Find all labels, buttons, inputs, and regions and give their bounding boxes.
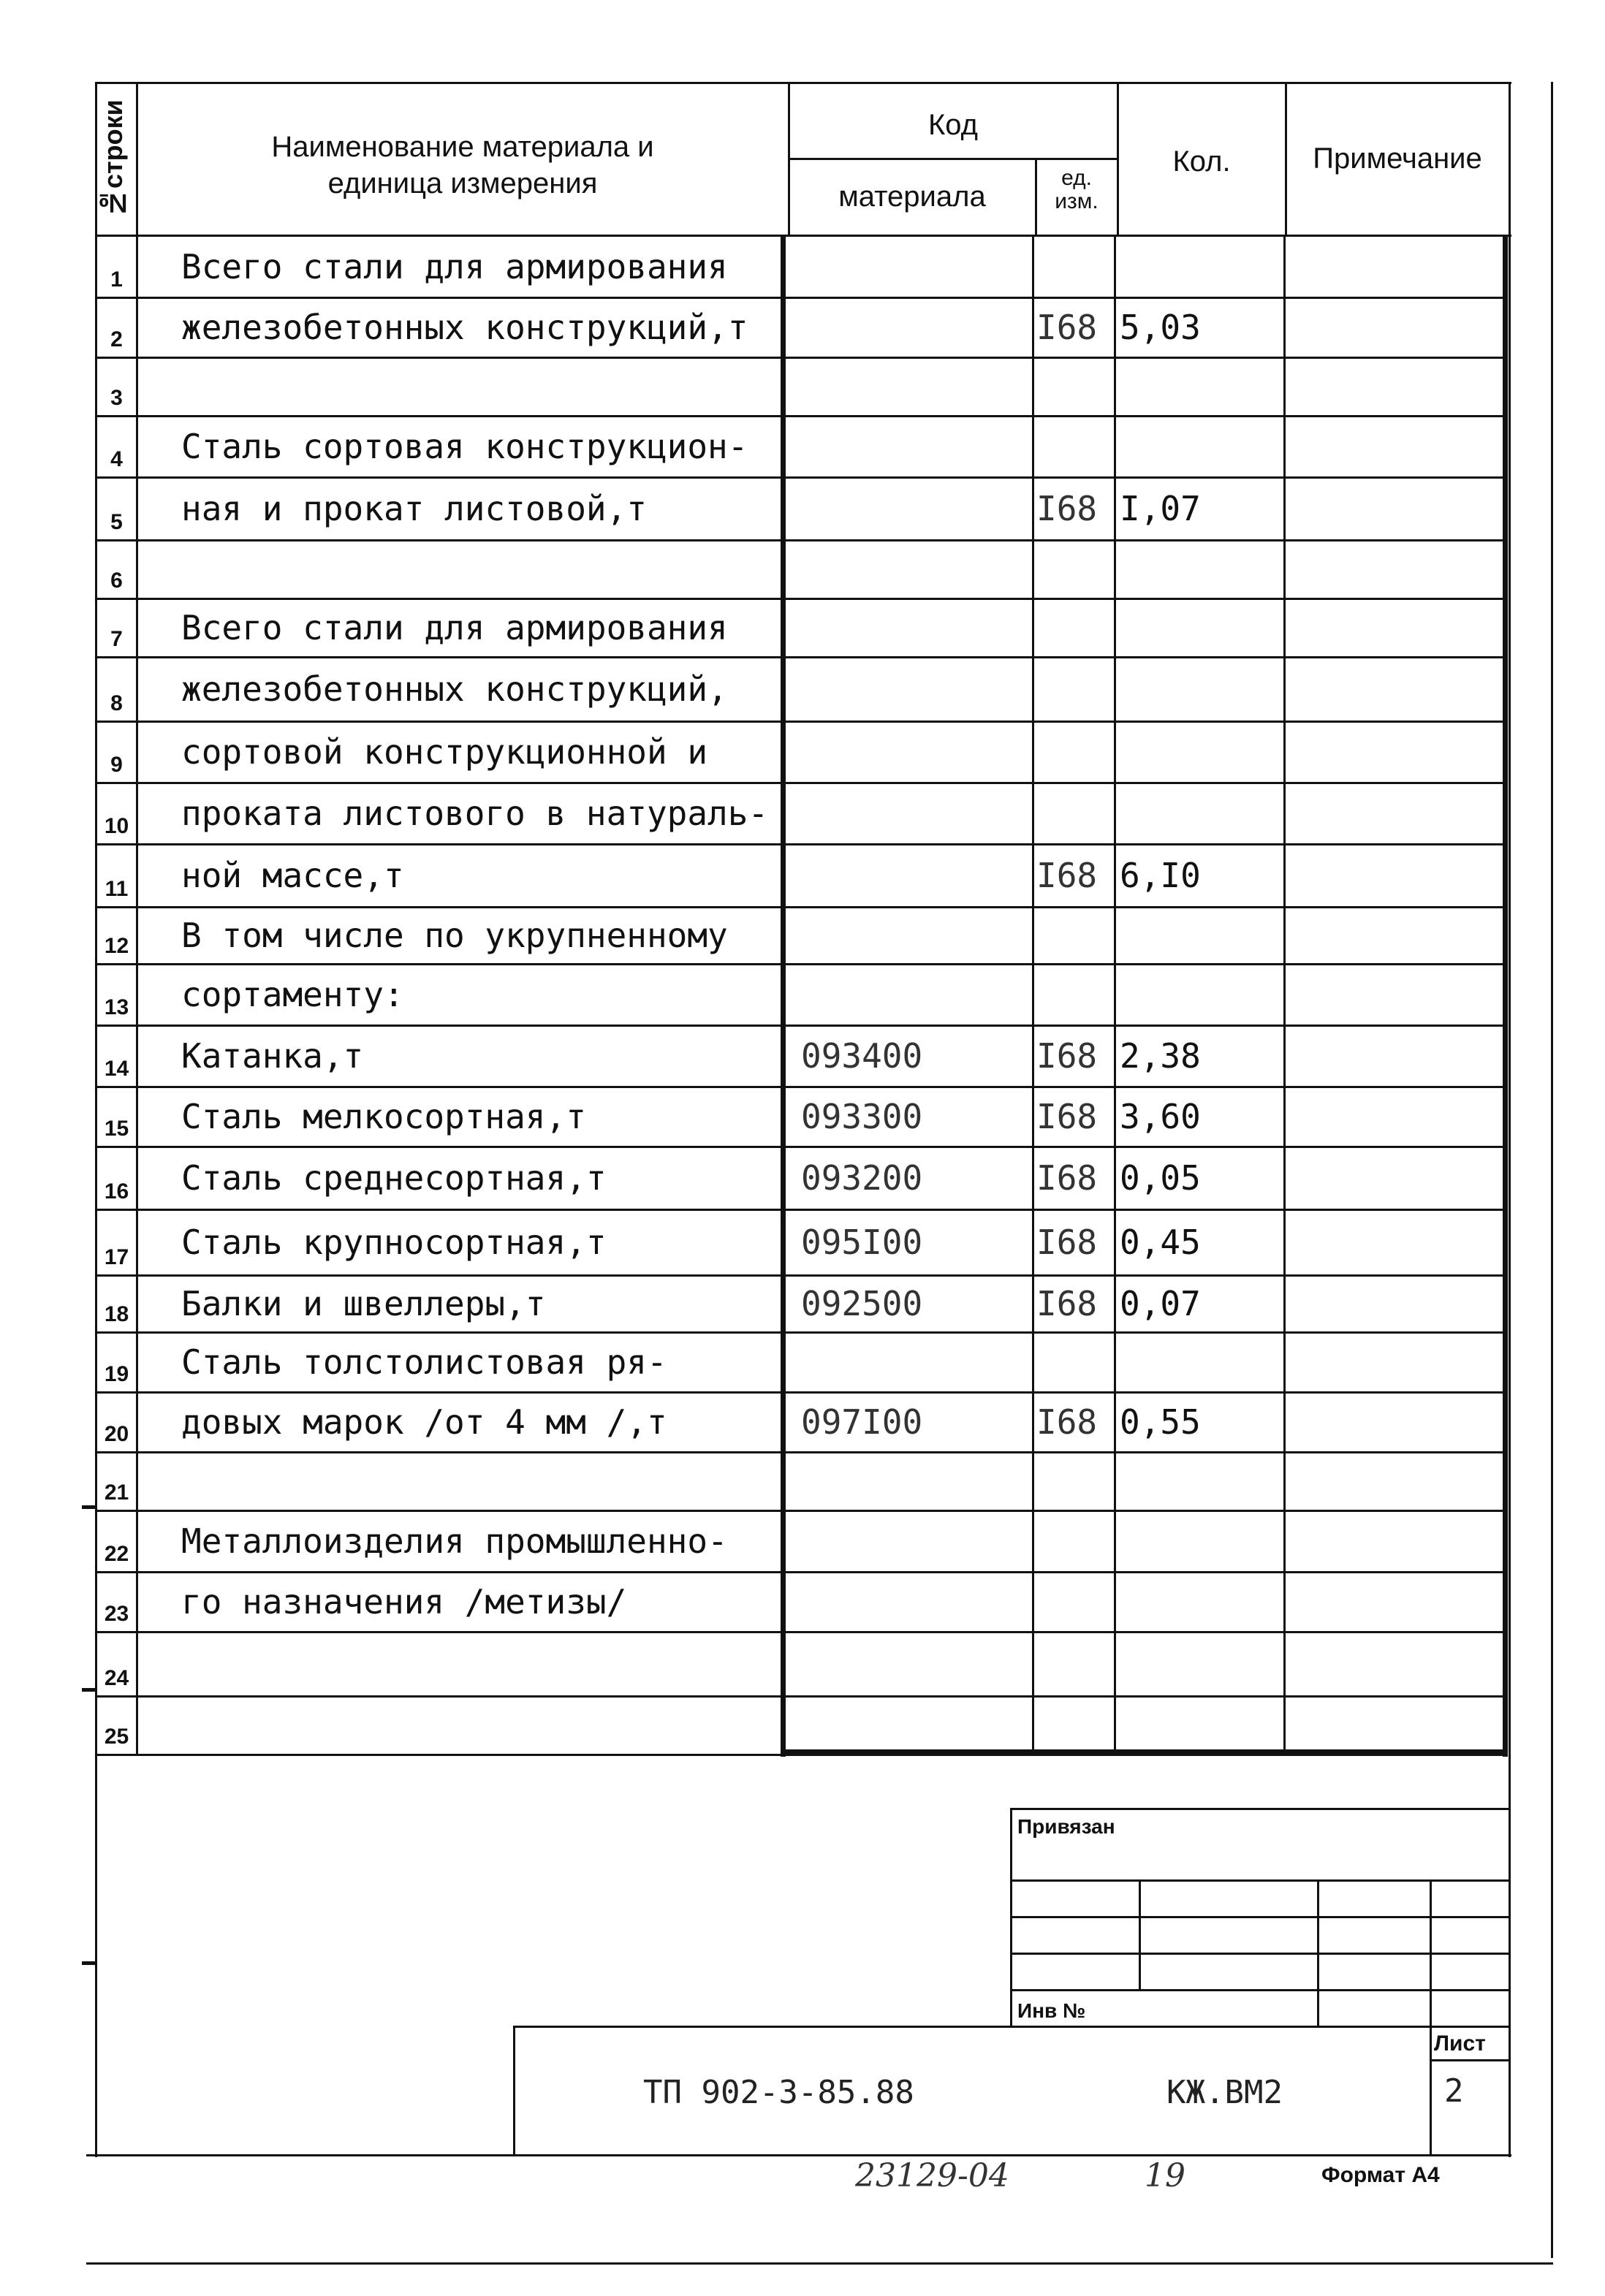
cell-qty <box>1120 599 1282 656</box>
cell-code <box>801 1573 1029 1631</box>
cell-code <box>801 845 1029 906</box>
cell-note <box>1289 1333 1504 1391</box>
format-label <box>1321 2163 1440 2188</box>
cell-name: проката листового в натураль- <box>181 794 769 833</box>
format-label-text: Формат <box>1321 2163 1406 2187</box>
cell-code <box>801 965 1029 1025</box>
cell-name: железобетонных конструкций, <box>181 669 728 709</box>
page-edge-right <box>1551 82 1553 2258</box>
code-unit-header-line2: изм. <box>1055 189 1099 213</box>
cell-qty <box>1120 236 1282 297</box>
margin-tick <box>82 1688 96 1692</box>
page-edge-bottom <box>86 2262 1553 2265</box>
cell-unit <box>1036 1333 1112 1391</box>
cell-unit: I68 <box>1036 1036 1098 1076</box>
cell-unit <box>1036 783 1112 843</box>
stamp-col-c <box>1430 1879 1432 2026</box>
sheet-box-left <box>1430 2026 1432 2156</box>
cell-qty <box>1120 541 1282 598</box>
cell-name: Сталь крупносортная,т <box>181 1223 607 1262</box>
cell-code <box>801 783 1029 843</box>
cell-name <box>181 358 778 415</box>
bound-label: Привязан <box>1017 1815 1115 1838</box>
cell-num: 3 <box>110 386 123 410</box>
cell-name: железобетонных конструкций,т <box>181 308 748 347</box>
cell-code <box>801 236 1029 297</box>
note-header: Примечание <box>1313 142 1482 175</box>
cell-name: довых марок /от 4 мм /,т <box>181 1402 667 1442</box>
cell-name: Всего стали для армирования <box>181 246 728 286</box>
cell-qty <box>1120 1632 1282 1695</box>
code-unit-header-line1: ед. <box>1061 166 1092 190</box>
qty-header: Кол. <box>1172 145 1231 178</box>
title-block-left <box>513 2026 515 2156</box>
cell-note <box>1289 599 1504 656</box>
cell-qty <box>1120 1453 1282 1510</box>
margin-tick <box>82 1961 96 1965</box>
cell-name: В том числе по укрупненному <box>181 916 728 955</box>
cell-num: 19 <box>104 1362 129 1386</box>
cell-num: 8 <box>110 691 123 715</box>
cell-name: Сталь среднесортная,т <box>181 1158 607 1198</box>
cell-note <box>1289 1087 1504 1146</box>
cell-name: ная и прокат листовой,т <box>181 489 647 528</box>
cell-note <box>1289 417 1504 476</box>
cell-unit: I68 <box>1036 1097 1098 1136</box>
cell-qty <box>1120 1697 1282 1754</box>
cell-name: сортовой конструкционной и <box>181 732 708 772</box>
stamp-line-4 <box>1010 1989 1510 1991</box>
cell-num: 10 <box>104 814 129 838</box>
cell-num: 9 <box>110 753 123 777</box>
cell-code <box>801 358 1029 415</box>
cell-num: 21 <box>104 1480 129 1505</box>
cell-qty <box>1120 417 1282 476</box>
stamp-line-2 <box>1010 1916 1510 1918</box>
cell-num: 15 <box>104 1117 129 1141</box>
inv-label: Инв № <box>1017 1999 1086 2022</box>
cell-unit <box>1036 417 1112 476</box>
cell-name: Балки и швеллеры,т <box>181 1284 546 1323</box>
stamp-line-1 <box>1010 1879 1510 1882</box>
cell-qty: 3,60 <box>1120 1097 1201 1136</box>
cell-unit: I68 <box>1036 1284 1098 1323</box>
rows-number-header: №строки <box>98 99 128 219</box>
sheet-code: КЖ.ВМ2 <box>1166 2074 1283 2111</box>
row-divider <box>95 1754 1506 1756</box>
header-divider-unit <box>1035 158 1037 237</box>
cell-unit <box>1036 908 1112 963</box>
cell-qty <box>1120 1573 1282 1631</box>
cell-qty <box>1120 965 1282 1025</box>
cell-num: 6 <box>110 569 123 593</box>
cell-note <box>1289 1210 1504 1274</box>
cell-code: 097I00 <box>801 1402 923 1442</box>
cell-name: Всего стали для армирования <box>181 608 728 647</box>
cell-name: Сталь мелкосортная,т <box>181 1097 586 1136</box>
cell-unit <box>1036 599 1112 656</box>
cell-code <box>801 908 1029 963</box>
margin-tick <box>82 1505 96 1509</box>
cell-unit: I68 <box>1036 1223 1098 1262</box>
cell-qty: 0,05 <box>1120 1158 1201 1198</box>
cell-note <box>1289 1147 1504 1209</box>
cell-num: 4 <box>110 447 123 471</box>
cell-name: сортаменту: <box>181 975 404 1014</box>
cell-qty: 0,45 <box>1120 1223 1201 1262</box>
cell-name: Сталь сортовая конструкцион- <box>181 427 748 466</box>
cell-code <box>801 478 1029 539</box>
cell-note <box>1289 298 1504 357</box>
cell-note <box>1289 541 1504 598</box>
header-code-subline <box>788 158 1117 160</box>
code-header: Код <box>927 109 978 141</box>
frame-right <box>1509 82 1511 2157</box>
cell-num: 22 <box>104 1542 129 1566</box>
cell-unit: I68 <box>1036 1402 1098 1442</box>
cell-code <box>801 298 1029 357</box>
cell-name: Сталь толстолистовая ря- <box>181 1342 667 1382</box>
cell-code: 093300 <box>801 1097 923 1136</box>
cell-num: 23 <box>104 1602 129 1626</box>
col-note-divider <box>1283 235 1286 1755</box>
name-header-line2: единица измерения <box>327 167 598 199</box>
cell-num: 17 <box>104 1245 129 1269</box>
cell-unit <box>1036 1697 1112 1754</box>
cell-note <box>1289 1453 1504 1510</box>
cell-unit <box>1036 658 1112 721</box>
header-divider-qty <box>1117 82 1119 237</box>
cell-qty: 5,03 <box>1120 308 1201 347</box>
handwritten-page: 19 <box>1145 2157 1185 2194</box>
cell-code: 095I00 <box>801 1223 923 1262</box>
cell-code <box>801 1333 1029 1391</box>
cell-code <box>801 1453 1029 1510</box>
format-value: А4 <box>1411 2163 1440 2187</box>
cell-qty: 0,55 <box>1120 1402 1201 1442</box>
cell-note <box>1289 965 1504 1025</box>
cell-num: 5 <box>110 510 123 534</box>
cell-unit <box>1036 358 1112 415</box>
stamp-top-line <box>1010 1808 1510 1810</box>
cell-code: 093200 <box>801 1158 923 1198</box>
cell-note <box>1289 1026 1504 1086</box>
cell-unit <box>1036 722 1112 782</box>
cell-unit <box>1036 1573 1112 1631</box>
cell-note <box>1289 1632 1504 1695</box>
code-material-header: материала <box>838 180 986 213</box>
cell-unit: I68 <box>1036 856 1098 895</box>
code-unit-header <box>1038 167 1115 213</box>
cell-name: Металлоизделия промышленно- <box>181 1521 728 1561</box>
stamp-col-b <box>1317 1879 1319 2026</box>
cell-num: 7 <box>110 627 123 651</box>
cell-num: 18 <box>104 1302 129 1326</box>
cell-note <box>1289 1276 1504 1331</box>
cell-qty: 0,07 <box>1120 1284 1201 1323</box>
cell-name: ной массе,т <box>181 856 404 895</box>
cell-name: Катанка,т <box>181 1036 364 1076</box>
sheet-label: Лист <box>1434 2031 1486 2056</box>
cell-name <box>181 1453 778 1510</box>
cell-note <box>1289 478 1504 539</box>
cell-qty <box>1120 358 1282 415</box>
cell-note <box>1289 1697 1504 1754</box>
cell-note <box>1289 1511 1504 1571</box>
cell-name <box>181 1697 778 1754</box>
cell-code <box>801 599 1029 656</box>
cell-unit: I68 <box>1036 489 1098 528</box>
cell-name <box>181 1632 778 1695</box>
cell-name <box>181 541 778 598</box>
col-code-divider <box>781 235 786 1757</box>
cell-num: 12 <box>104 934 129 958</box>
document-code: ТП 902-3-85.88 <box>643 2074 914 2111</box>
cell-num: 2 <box>110 327 123 351</box>
cell-note <box>1289 783 1504 843</box>
cell-unit: I68 <box>1036 1158 1098 1198</box>
frame-bottom <box>86 2154 1511 2156</box>
cell-qty <box>1120 658 1282 721</box>
header-divider-note <box>1285 82 1287 237</box>
col-qty-divider <box>1114 235 1116 1755</box>
cell-note <box>1289 358 1504 415</box>
cell-num: 1 <box>110 267 123 292</box>
name-header-line1: Наименование материала и <box>271 131 654 163</box>
cell-unit <box>1036 1511 1112 1571</box>
cell-code <box>801 417 1029 476</box>
handwritten-number: 23129-04 <box>855 2157 1009 2194</box>
stamp-col-a <box>1139 1879 1141 1989</box>
cell-code <box>801 1511 1029 1571</box>
col-rownum-divider <box>136 82 138 1755</box>
cell-code <box>801 722 1029 782</box>
cell-qty <box>1120 1333 1282 1391</box>
cell-num: 24 <box>104 1666 129 1690</box>
cell-unit <box>1036 1632 1112 1695</box>
cell-code <box>801 1632 1029 1695</box>
cell-note <box>1289 658 1504 721</box>
title-block-top <box>513 2026 1510 2028</box>
cell-unit: I68 <box>1036 308 1098 347</box>
cell-note <box>1289 845 1504 906</box>
cell-note <box>1289 236 1504 297</box>
col-unit-divider <box>1032 235 1034 1755</box>
cell-num: 25 <box>104 1725 129 1749</box>
cell-code <box>801 658 1029 721</box>
cell-num: 16 <box>104 1179 129 1204</box>
cell-num: 20 <box>104 1422 129 1446</box>
cell-num: 13 <box>104 995 129 1019</box>
cell-note <box>1289 908 1504 963</box>
cell-code <box>801 541 1029 598</box>
cell-qty <box>1120 908 1282 963</box>
cell-num: 14 <box>104 1057 129 1081</box>
cell-name: го назначения /метизы/ <box>181 1582 627 1622</box>
cell-num: 11 <box>105 877 129 901</box>
cell-code: 093400 <box>801 1036 923 1076</box>
cell-qty <box>1120 722 1282 782</box>
cell-note <box>1289 1393 1504 1451</box>
sheet-box-divider <box>1430 2059 1510 2061</box>
stamp-line-3 <box>1010 1953 1510 1955</box>
cell-qty: 2,38 <box>1120 1036 1201 1076</box>
cell-code: 092500 <box>801 1284 923 1323</box>
frame-top <box>95 82 1511 84</box>
cell-note <box>1289 1573 1504 1631</box>
cell-unit <box>1036 236 1112 297</box>
cell-code <box>801 1697 1029 1754</box>
cell-note <box>1289 722 1504 782</box>
cell-unit <box>1036 541 1112 598</box>
sheet-number: 2 <box>1444 2072 1464 2110</box>
cell-unit <box>1036 965 1112 1025</box>
cell-qty <box>1120 783 1282 843</box>
cell-unit <box>1036 1453 1112 1510</box>
cell-qty: I,07 <box>1120 489 1201 528</box>
cell-qty <box>1120 1511 1282 1571</box>
cell-qty: 6,I0 <box>1120 856 1201 895</box>
